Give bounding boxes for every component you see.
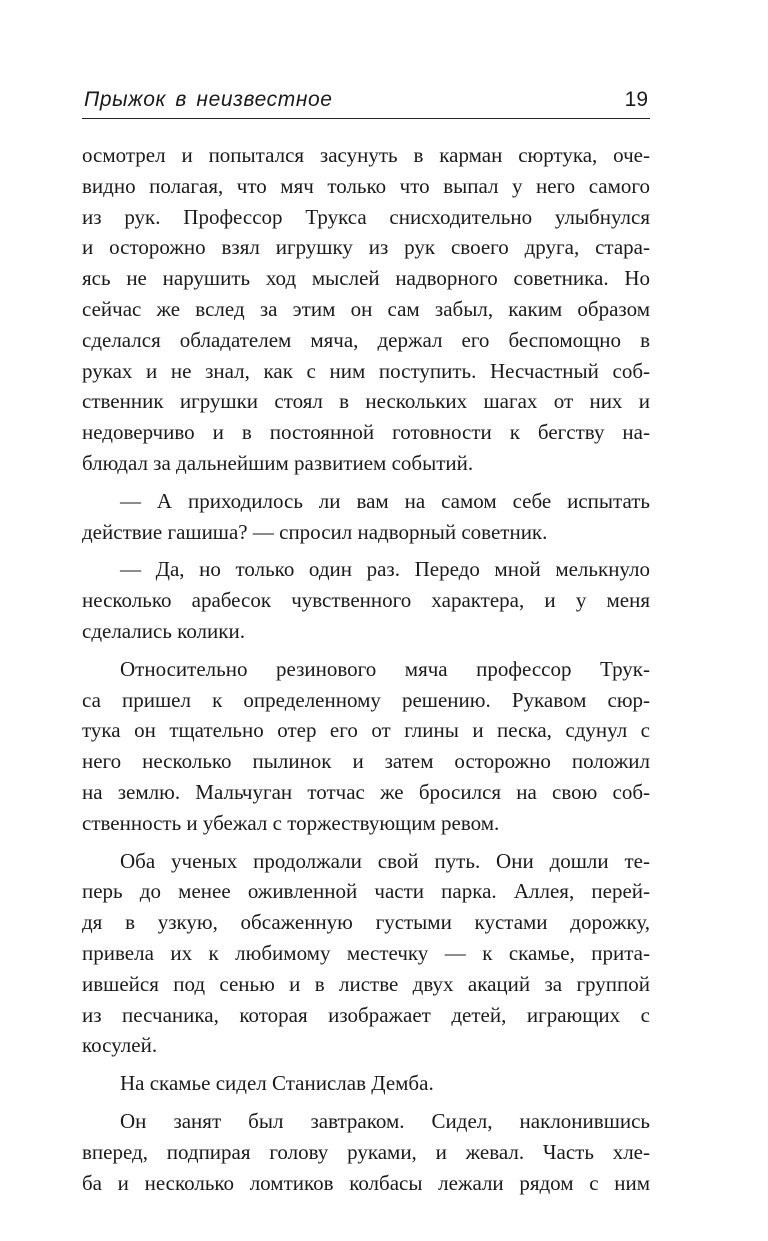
text-line: На скамье сидел Станислав Демба.	[120, 1071, 434, 1096]
text-line: ственник игрушки стоял в нескольких шагах от них и	[82, 389, 650, 414]
text-line: — Да, но только один раз. Передо мной мелькнуло	[120, 557, 650, 582]
paragraph	[82, 846, 650, 1062]
text-line: вперед, подпирая голову руками, и жевал. Часть хле-	[82, 1139, 650, 1164]
running-header	[82, 84, 650, 119]
text-line: са пришел к определенному решению. Рукавом сюр-	[82, 687, 650, 712]
paragraph	[82, 140, 650, 479]
text-line: косулей.	[82, 1033, 158, 1058]
paragraph	[82, 1068, 650, 1099]
text-line: ившейся под сенью и в листве двух акаций за группой	[82, 971, 650, 996]
text-line: из песчаника, которая изображает детей, играющих с	[82, 1002, 650, 1027]
text-line: привела их к любимому местечку — к скамье, прита-	[82, 940, 650, 965]
paragraph	[82, 1106, 650, 1198]
text-line: несколько арабесок чувственного характера, и у меня	[82, 588, 650, 613]
body-text	[82, 140, 650, 1198]
text-line: Относительно резинового мяча профессор Трук-	[120, 656, 650, 681]
text-line: блюдал за дальнейшим развитием событий.	[82, 450, 474, 475]
text-line: сделался обладателем мяча, держал его беспомощно в	[82, 327, 650, 352]
text-line: ба и несколько ломтиков колбасы лежали рядом с ним	[82, 1170, 650, 1195]
page-number: 19	[624, 88, 648, 111]
text-line: Он занят был завтраком. Сидел, наклонившись	[120, 1108, 650, 1133]
text-line: дя в узкую, обсаженную густыми кустами дорожку,	[82, 910, 650, 935]
text-line: него несколько пылинок и затем осторожно положил	[82, 749, 650, 774]
text-line: сейчас же вслед за этим он сам забыл, каким образом	[82, 296, 650, 321]
text-line: ственность и убежал с торжествующим ревом.	[82, 810, 500, 835]
text-line: из рук. Профессор Трукса снисходительно улыбнулся	[82, 204, 650, 229]
text-line: — А приходилось ли вам на самом себе испытать	[120, 488, 650, 513]
text-line: на землю. Мальчуган тотчас же бросился на свою соб-	[82, 779, 650, 804]
text-line: осмотрел и попытался засунуть в карман сюртука, оче-	[82, 143, 650, 167]
text-line: недоверчиво и в постоянной готовности к бегству на-	[82, 420, 650, 445]
book-title: Прыжок в неизвестное	[84, 88, 333, 111]
text-line: видно полагая, что мяч только что выпал у него самого	[82, 173, 650, 198]
text-line: перь до менее оживленной части парка. Аллея, перей-	[82, 879, 650, 904]
text-line: тука он тщательно отер его от глины и песка, сдунул с	[82, 718, 650, 743]
text-line: и осторожно взял игрушку из рук своего друга, стара-	[82, 235, 650, 260]
text-line: руках и не знал, как с ним поступить. Несчастный соб-	[82, 358, 650, 383]
paragraph	[82, 486, 650, 548]
text-line: ясь не нарушить ход мыслей надворного советника. Но	[82, 266, 650, 291]
text-line: Оба ученых продолжали свой путь. Они дошли те-	[120, 848, 650, 873]
paragraph	[82, 554, 650, 646]
paragraph	[82, 654, 650, 839]
text-line: сделались колики.	[82, 618, 245, 643]
text-line: действие гашиша? — спросил надворный советник.	[82, 519, 548, 544]
